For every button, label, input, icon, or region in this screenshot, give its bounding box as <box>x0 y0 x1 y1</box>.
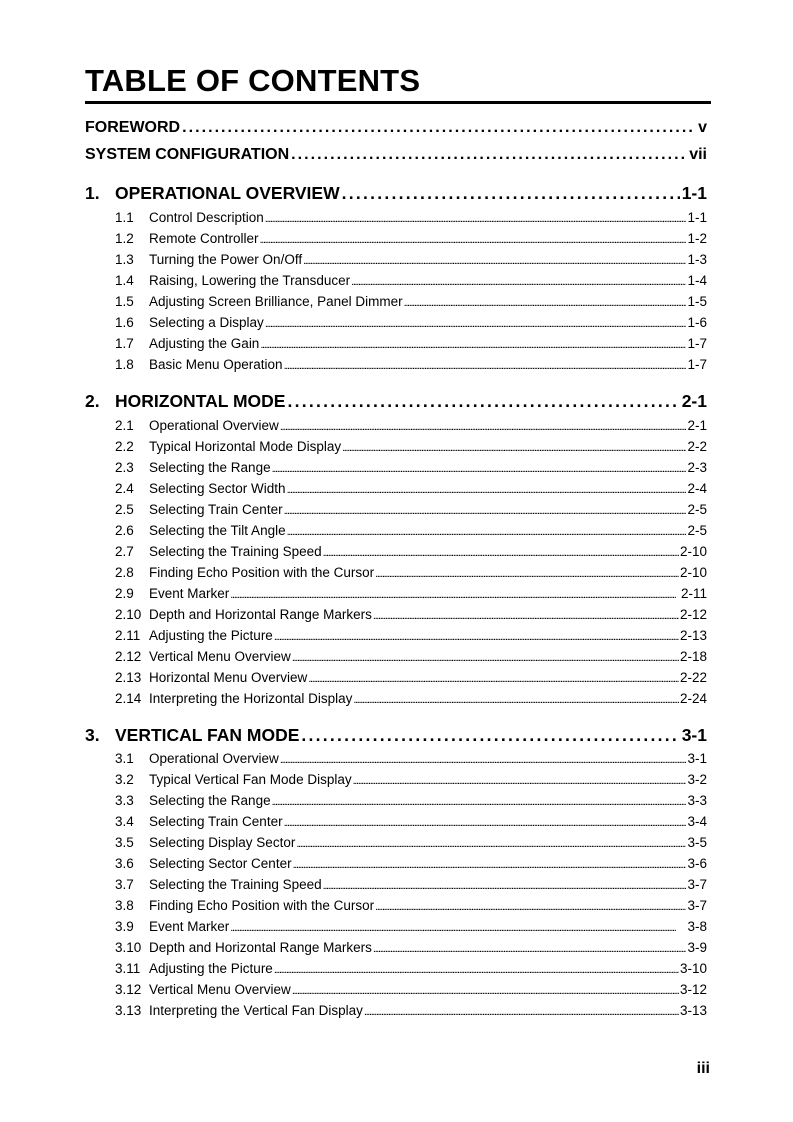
section-page: 3-6 <box>687 856 707 871</box>
dot-leader <box>284 502 687 517</box>
toc-section[interactable] <box>115 357 707 375</box>
section-page: 2-1 <box>687 418 707 433</box>
section-number: 2.10 <box>115 607 142 622</box>
dot-leader <box>182 119 696 137</box>
toc-entry-foreword[interactable] <box>85 119 707 139</box>
section-title: Control Description <box>149 210 264 225</box>
dot-leader <box>353 772 687 787</box>
section-page: 3-3 <box>687 793 707 808</box>
section-number: 2.12 <box>115 649 142 664</box>
section-number: 2.3 <box>115 460 134 475</box>
dot-leader <box>353 691 679 706</box>
section-page: 2-5 <box>687 523 707 538</box>
section-title: Remote Controller <box>149 231 259 246</box>
section-number: 3.1 <box>115 751 134 766</box>
chapter-title: VERTICAL FAN MODE <box>115 725 300 745</box>
toc-section[interactable] <box>115 919 707 937</box>
section-number: 3.4 <box>115 814 134 829</box>
toc-section[interactable] <box>115 523 707 541</box>
section-page: 1-1 <box>687 210 707 225</box>
toc-section[interactable] <box>115 898 707 916</box>
toc-section[interactable] <box>115 772 707 790</box>
dot-leader <box>293 856 687 871</box>
toc-section[interactable] <box>115 252 707 270</box>
section-page: 2-10 <box>679 544 707 559</box>
section-title: Adjusting the Gain <box>149 336 260 351</box>
toc-section[interactable] <box>115 982 707 1000</box>
dot-leader <box>287 391 679 412</box>
toc-section[interactable] <box>115 336 707 354</box>
section-title: Basic Menu Operation <box>149 357 283 372</box>
section-number: 1.3 <box>115 252 134 267</box>
section-page: 3-9 <box>687 940 707 955</box>
dot-leader <box>274 628 679 643</box>
page-number: iii <box>696 1060 710 1077</box>
toc-entry-label: SYSTEM CONFIGURATION <box>85 146 290 163</box>
section-page: 1-5 <box>687 294 707 309</box>
chapter-number: 2. <box>85 391 100 411</box>
section-number: 3.12 <box>115 982 142 997</box>
toc-section[interactable] <box>115 940 707 958</box>
section-page: 3-5 <box>687 835 707 850</box>
toc-section[interactable] <box>115 1003 707 1021</box>
toc-section[interactable] <box>115 835 707 853</box>
section-page: 3-4 <box>687 814 707 829</box>
chapter-title: HORIZONTAL MODE <box>115 391 286 411</box>
section-number: 3.7 <box>115 877 134 892</box>
toc-section[interactable] <box>115 460 707 478</box>
section-page: 2-18 <box>679 649 707 664</box>
toc-chapter-2[interactable] <box>85 391 707 413</box>
toc-section[interactable] <box>115 670 707 688</box>
dot-leader <box>260 336 686 351</box>
section-number: 2.8 <box>115 565 134 580</box>
dot-leader <box>342 183 680 204</box>
toc-section[interactable] <box>115 961 707 979</box>
section-title: Selecting the Range <box>149 460 271 475</box>
dot-leader <box>230 586 680 601</box>
section-title: Adjusting the Picture <box>149 628 273 643</box>
toc-section[interactable] <box>115 628 707 646</box>
section-title: Horizontal Menu Overview <box>149 670 308 685</box>
dot-leader <box>272 793 687 808</box>
section-number: 2.7 <box>115 544 134 559</box>
toc-section[interactable] <box>115 481 707 499</box>
section-number: 1.8 <box>115 357 134 372</box>
toc-entry-page: v <box>698 119 707 136</box>
section-number: 3.11 <box>115 961 141 976</box>
section-title: Typical Vertical Fan Mode Display <box>149 772 352 787</box>
dot-leader <box>342 439 686 454</box>
section-page: 3-2 <box>687 772 707 787</box>
section-number: 3.2 <box>115 772 134 787</box>
toc-entry-label: FOREWORD <box>85 119 181 136</box>
toc-section[interactable] <box>115 273 707 291</box>
section-number: 3.3 <box>115 793 134 808</box>
dot-leader <box>404 294 687 309</box>
toc-chapter-3[interactable] <box>85 725 707 747</box>
section-title: Depth and Horizontal Range Markers <box>149 607 372 622</box>
section-page: 2-13 <box>679 628 707 643</box>
section-title: Vertical Menu Overview <box>149 982 291 997</box>
dot-leader <box>375 565 679 580</box>
toc-section[interactable] <box>115 586 707 604</box>
section-title: Selecting the Training Speed <box>149 544 322 559</box>
section-title: Selecting Train Center <box>149 814 283 829</box>
section-number: 1.5 <box>115 294 134 309</box>
chapter-page: 3-1 <box>681 725 707 745</box>
section-title: Interpreting the Vertical Fan Display <box>149 1003 363 1018</box>
section-title: Selecting the Tilt Angle <box>149 523 286 538</box>
section-number: 1.4 <box>115 273 134 288</box>
dot-leader <box>351 273 686 288</box>
toc-section[interactable] <box>115 502 707 520</box>
dot-leader <box>292 982 679 997</box>
section-page: 2-3 <box>687 460 707 475</box>
section-title: Turning the Power On/Off <box>149 252 303 267</box>
section-title: Selecting the Training Speed <box>149 877 322 892</box>
section-number: 3.10 <box>115 940 142 955</box>
section-page: 2-4 <box>687 481 707 496</box>
section-page: 1-7 <box>687 336 707 351</box>
dot-leader <box>303 252 686 267</box>
section-title: Typical Horizontal Mode Display <box>149 439 342 454</box>
section-page: 2-24 <box>679 691 707 706</box>
section-number: 1.6 <box>115 315 134 330</box>
dot-leader <box>373 940 687 955</box>
section-number: 2.2 <box>115 439 134 454</box>
section-page: 3-13 <box>679 1003 707 1018</box>
chapter-number: 3. <box>85 725 100 745</box>
section-page: 3-1 <box>687 751 707 766</box>
section-number: 1.7 <box>115 336 134 351</box>
section-page: 2-12 <box>679 607 707 622</box>
section-number: 3.5 <box>115 835 134 850</box>
dot-leader <box>375 898 686 913</box>
dot-leader <box>265 210 687 225</box>
section-title: Adjusting Screen Brilliance, Panel Dimmer <box>149 294 403 309</box>
section-number: 2.5 <box>115 502 134 517</box>
dot-leader <box>265 315 687 330</box>
section-page: 2-5 <box>687 502 707 517</box>
dot-leader <box>373 607 679 622</box>
toc-section[interactable] <box>115 544 707 562</box>
chapter-title: OPERATIONAL OVERVIEW <box>115 183 340 203</box>
dot-leader <box>284 814 687 829</box>
section-page: 1-7 <box>687 357 707 372</box>
section-page: 2-10 <box>679 565 707 580</box>
section-title: Depth and Horizontal Range Markers <box>149 940 372 955</box>
section-title: Selecting Display Sector <box>149 835 296 850</box>
section-number: 3.13 <box>115 1003 142 1018</box>
section-title: Raising, Lowering the Transducer <box>149 273 351 288</box>
title-rule <box>85 101 711 104</box>
dot-leader <box>323 544 679 559</box>
toc-section[interactable] <box>115 210 707 228</box>
section-title: Event Marker <box>149 919 230 934</box>
dot-leader <box>323 877 687 892</box>
section-number: 2.4 <box>115 481 134 496</box>
section-page: 2-11 <box>680 586 707 601</box>
toc-section[interactable] <box>115 418 707 436</box>
chapter-number: 1. <box>85 183 100 203</box>
section-title: Selecting Sector Center <box>149 856 292 871</box>
toc-section[interactable] <box>115 607 707 625</box>
dot-leader <box>280 418 687 433</box>
section-page: 3-8 <box>687 919 707 934</box>
section-number: 2.9 <box>115 586 134 601</box>
section-page: 1-3 <box>687 252 707 267</box>
toc-section[interactable] <box>115 439 707 457</box>
dot-leader <box>274 961 679 976</box>
dot-leader <box>308 670 679 685</box>
section-title: Vertical Menu Overview <box>149 649 291 664</box>
toc-entry-system-configuration[interactable] <box>85 146 707 166</box>
section-page: 3-10 <box>679 961 707 976</box>
section-number: 3.9 <box>115 919 134 934</box>
section-number: 3.8 <box>115 898 134 913</box>
section-title: Interpreting the Horizontal Display <box>149 691 353 706</box>
toc-section[interactable] <box>115 751 707 769</box>
section-page: 1-6 <box>687 315 707 330</box>
toc-section[interactable] <box>115 565 707 583</box>
dot-leader <box>296 835 686 850</box>
toc-section[interactable] <box>115 231 707 249</box>
section-title: Selecting a Display <box>149 315 264 330</box>
dot-leader <box>292 649 679 664</box>
dot-leader <box>287 481 687 496</box>
section-page: 2-22 <box>679 670 707 685</box>
section-number: 1.1 <box>115 210 134 225</box>
section-title: Operational Overview <box>149 418 279 433</box>
section-title: Selecting Train Center <box>149 502 283 517</box>
dot-leader <box>284 357 687 372</box>
toc-section[interactable] <box>115 856 707 874</box>
toc-chapter-1[interactable] <box>85 183 707 205</box>
toc-section[interactable] <box>115 814 707 832</box>
page-title: TABLE OF CONTENTS <box>85 63 421 98</box>
chapter-page: 2-1 <box>681 391 707 411</box>
section-number: 3.6 <box>115 856 134 871</box>
dot-leader <box>291 146 687 164</box>
dot-leader <box>260 231 687 246</box>
section-page: 1-4 <box>687 273 707 288</box>
section-page: 3-7 <box>687 877 707 892</box>
dot-leader <box>301 725 679 746</box>
section-title: Event Marker <box>149 586 230 601</box>
section-number: 2.13 <box>115 670 142 685</box>
section-title: Finding Echo Position with the Cursor <box>149 565 375 580</box>
section-page: 2-2 <box>687 439 707 454</box>
dot-leader <box>272 460 687 475</box>
section-title: Operational Overview <box>149 751 279 766</box>
dot-leader <box>230 919 686 934</box>
section-number: 2.6 <box>115 523 134 538</box>
toc-section[interactable] <box>115 294 707 312</box>
section-title: Adjusting the Picture <box>149 961 273 976</box>
toc-section[interactable] <box>115 877 707 895</box>
dot-leader <box>280 751 687 766</box>
toc-section[interactable] <box>115 649 707 667</box>
section-number: 2.1 <box>115 418 134 433</box>
toc-section[interactable] <box>115 315 707 333</box>
section-title: Selecting the Range <box>149 793 271 808</box>
section-title: Selecting Sector Width <box>149 481 286 496</box>
toc-section[interactable] <box>115 691 707 709</box>
section-number: 2.11 <box>115 628 141 643</box>
dot-leader <box>364 1003 679 1018</box>
toc-entry-page: vii <box>689 146 707 163</box>
section-title: Finding Echo Position with the Cursor <box>149 898 375 913</box>
toc-section[interactable] <box>115 793 707 811</box>
chapter-page: 1-1 <box>681 183 707 203</box>
section-number: 1.2 <box>115 231 134 246</box>
dot-leader <box>287 523 687 538</box>
section-number: 2.14 <box>115 691 142 706</box>
section-page: 1-2 <box>687 231 707 246</box>
section-page: 3-7 <box>687 898 707 913</box>
section-page: 3-12 <box>679 982 707 997</box>
